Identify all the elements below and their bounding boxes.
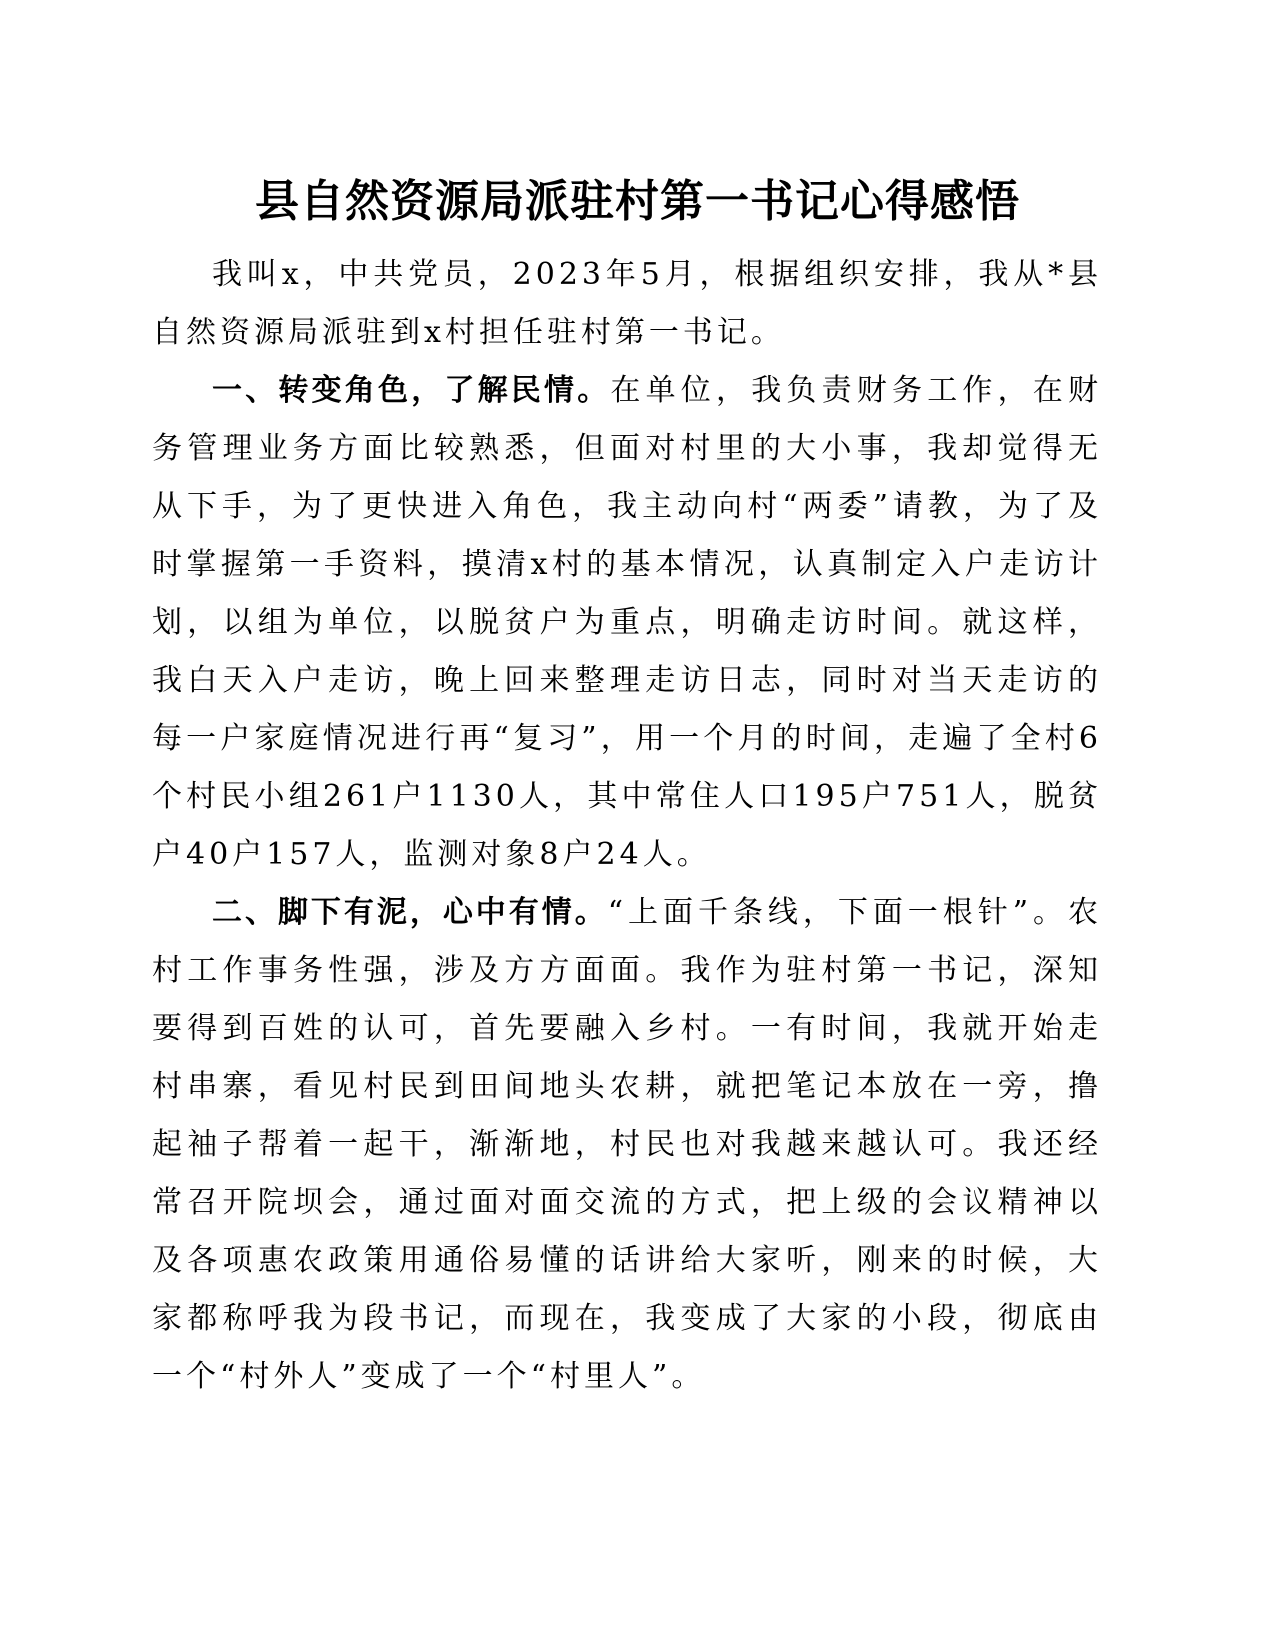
section-2-heading: 二、脚下有泥，心中有情。 (212, 895, 608, 930)
paragraph-intro-text: 我叫x，中共党员，2023年5月，根据组织安排，我从*县自然资源局派驻到x村担任驻村第一书记。 (152, 257, 1102, 350)
document-body (152, 246, 1102, 1406)
paragraph-section-2 (152, 884, 1102, 1406)
section-1-text: 在单位，我负责财务工作，在财务管理业务方面比较熟悉，但面对村里的大小事，我却觉得无从下手，为了更快进入角色，我主动向村“两委”请教，为了及时掌握第一手资料，摸清x村的基本情况，认真制定入户走访计划，以组为单位，以脱贫户为重点，明确走访时间。就这样，我白天入户走访，晚上回来整理走访日志，同时对当天走访的每一户家庭情况进行再“复习”，用一个月的时间，走遍了全村6个村民小组261户1130人，其中常住人口195户751人，脱贫户40户157人，监测对象8户24人。 (152, 373, 1103, 872)
section-1-heading: 一、转变角色，了解民情。 (212, 373, 611, 408)
section-2-text: “上面千条线，下面一根针”。农村工作事务性强，涉及方方面面。我作为驻村第一书记，深知要得到百姓的认可，首先要融入乡村。一有时间，我就开始走村串寨，看见村民到田间地头农耕，就把笔记本放在一旁，撸起袖子帮着一起干，渐渐地，村民也对我越来越认可。我还经常召开院坝会，通过面对面交流的方式，把上级的会议精神以及各项惠农政策用通俗易懂的话讲给大家听，刚来的时候，大家都称呼我为段书记，而现在，我变成了大家的小段，彻底由一个“村外人”变成了一个“村里人”。 (152, 895, 1102, 1394)
paragraph-section-1 (152, 362, 1102, 884)
paragraph-intro (152, 246, 1102, 362)
document-title: 县自然资源局派驻村第一书记心得感悟 (255, 176, 1020, 227)
